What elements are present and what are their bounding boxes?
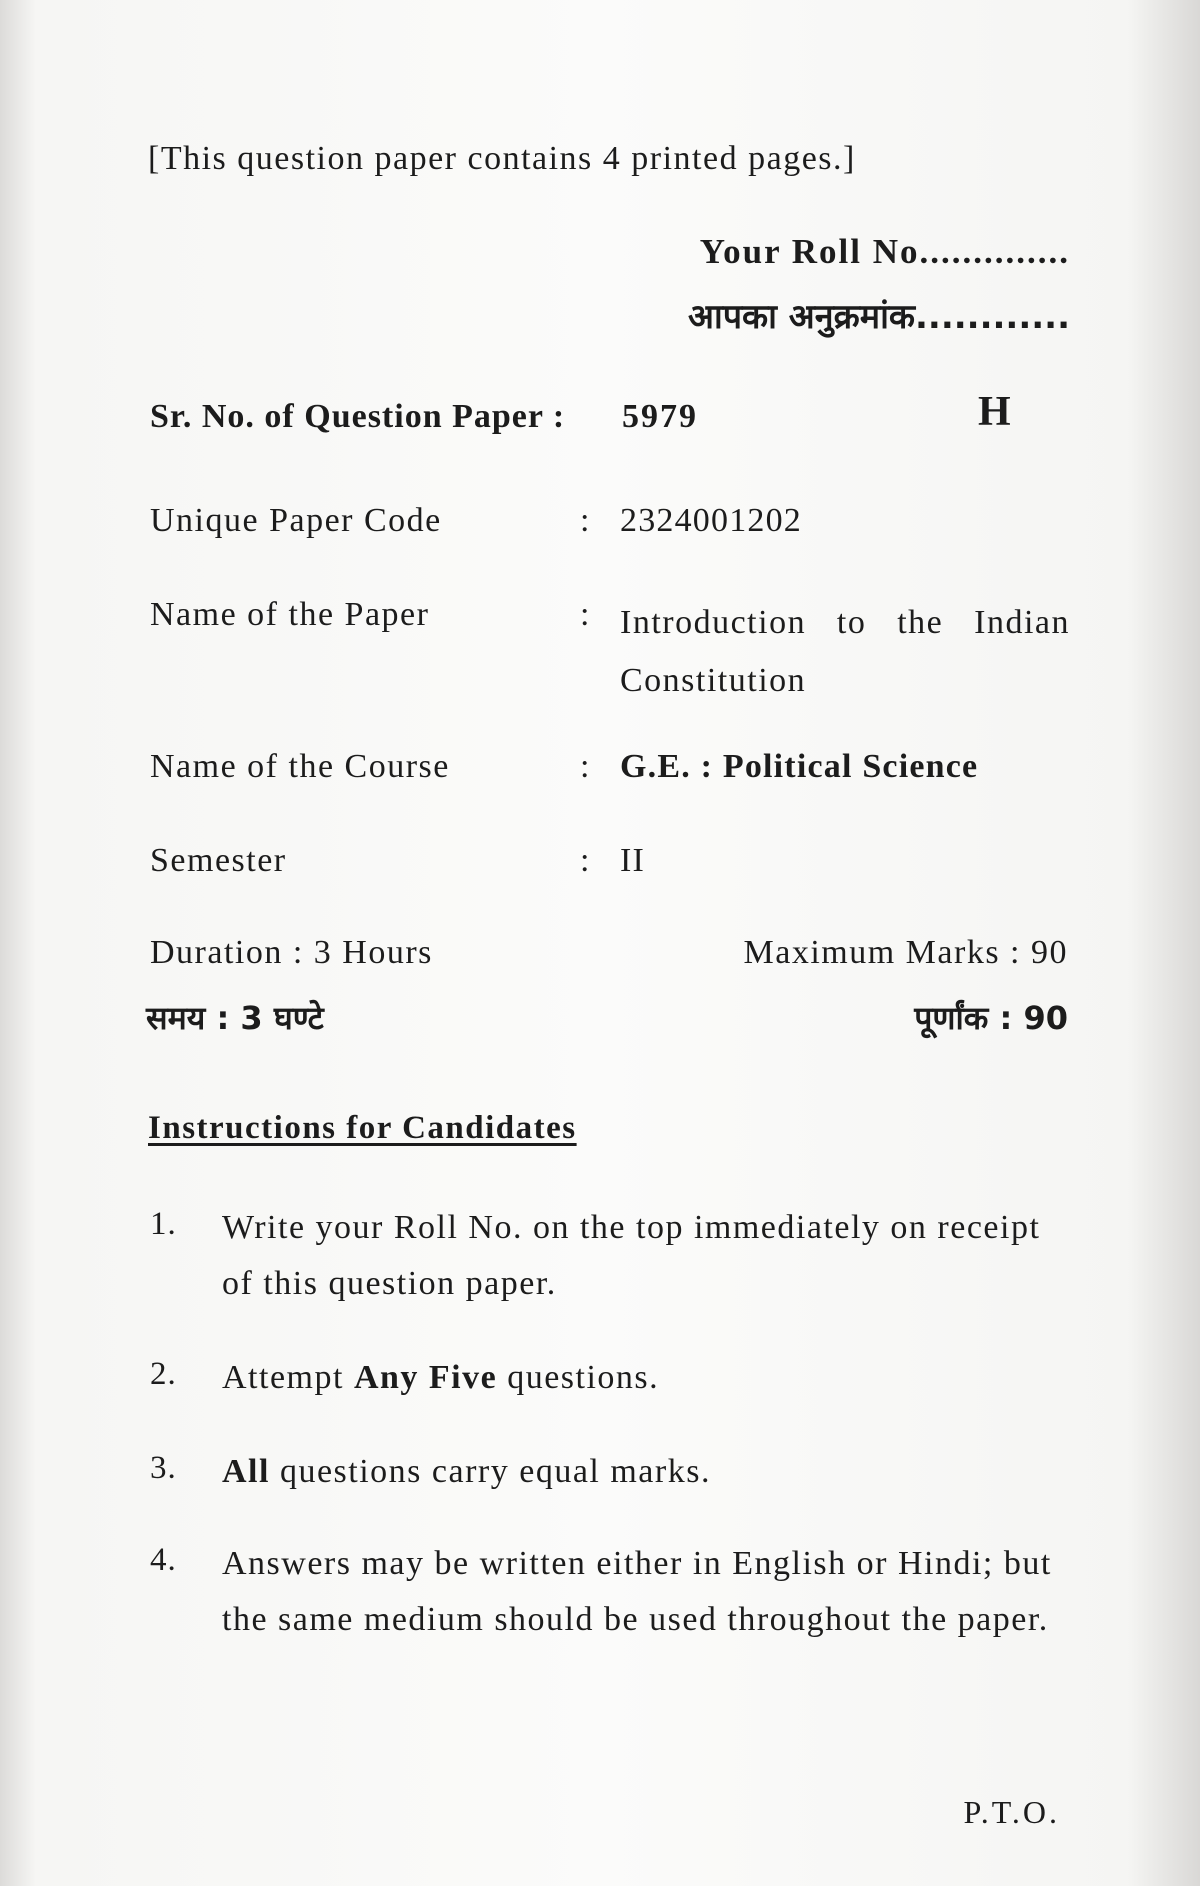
instruction-text [222, 1200, 1068, 1312]
instruction-text-part: questions. [497, 1359, 660, 1396]
instruction-number: 4. [150, 1542, 177, 1578]
instruction-text [222, 1350, 1068, 1406]
semester-value: II [620, 842, 646, 879]
course-name-value: G.E. : Political Science [620, 748, 979, 785]
pages-note: [This question paper contains 4 printed pages.] [148, 140, 856, 177]
colon: : [580, 842, 590, 879]
colon: : [580, 596, 590, 633]
roll-no-label-hindi: आपका अनुक्रमांक............ [687, 297, 1070, 337]
instructions-heading: Instructions for Candidates [148, 1110, 577, 1146]
sr-no-value: 5979 [622, 398, 698, 435]
instruction-text-part: Answers may be written either in English or Hindi; but the same medium should be used throughout the paper. [222, 1545, 1052, 1638]
pto-label: P.T.O. [963, 1794, 1060, 1830]
instruction-text [222, 1536, 1068, 1648]
set-code: H [978, 389, 1011, 435]
instruction-emphasis: Any Five [353, 1359, 498, 1396]
instruction-number: 2. [150, 1356, 177, 1392]
duration-hindi: समय : 3 घण्टे [146, 999, 324, 1037]
instruction-text-part: Write your Roll No. on the top immediately on receipt of this question paper. [222, 1209, 1041, 1302]
paper-name-label: Name of the Paper [150, 596, 430, 633]
maximum-marks: Maximum Marks : 90 [743, 934, 1068, 971]
instruction-number: 3. [150, 1450, 177, 1486]
duration: Duration : 3 Hours [150, 934, 433, 971]
colon: : [580, 502, 590, 539]
unique-paper-code-value: 2324001202 [620, 502, 802, 539]
instruction-number: 1. [150, 1206, 177, 1242]
paper-name-value: Introduction to the Indian Constitution [620, 604, 1070, 699]
instruction-text-part: Attempt [222, 1359, 354, 1396]
instruction-text-part: questions carry equal marks. [269, 1453, 711, 1490]
colon: : [580, 748, 590, 785]
instruction-text [222, 1444, 1068, 1500]
maximum-marks-hindi: पूर्णांक : 90 [914, 999, 1068, 1037]
semester-label: Semester [150, 842, 287, 879]
sr-no-label: Sr. No. of Question Paper : [150, 398, 566, 435]
roll-no-label: Your Roll No.............. [699, 232, 1070, 271]
instruction-emphasis: All [222, 1453, 270, 1490]
unique-paper-code-label: Unique Paper Code [150, 502, 442, 539]
course-name-label: Name of the Course [150, 748, 450, 785]
